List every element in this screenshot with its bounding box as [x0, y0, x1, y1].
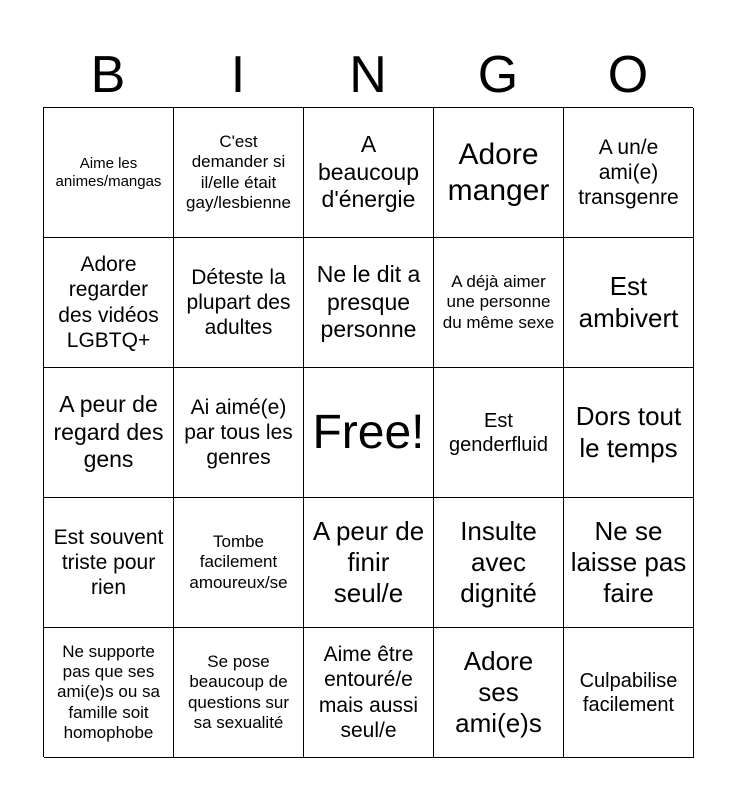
header-letter-o: O [607, 46, 649, 104]
bingo-cell[interactable] [304, 238, 434, 368]
cell-text: Est ambivert [578, 271, 679, 333]
free-cell-text: Free! [312, 405, 425, 459]
cell-text: A beaucoup d'énergie [317, 131, 420, 213]
cell-text: Adore regarder des vidéos LGBTQ+ [58, 253, 159, 352]
bingo-cell[interactable] [434, 368, 564, 498]
cell-text: Est genderfluid [449, 409, 548, 456]
bingo-board [43, 107, 693, 757]
bingo-cell[interactable] [174, 238, 304, 368]
bingo-cell[interactable] [434, 498, 564, 628]
header-letter-b: B [90, 46, 126, 104]
cell-text: Culpabilise facilement [579, 669, 678, 716]
bingo-cell[interactable] [174, 628, 304, 758]
cell-text: A déjà aimer une personne du même sexe [442, 271, 555, 332]
cell-text: Aime être entouré/e mais aussi seul/e [318, 643, 419, 742]
bingo-cell[interactable] [434, 108, 564, 238]
cell-text: Ne le dit a presque personne [316, 261, 421, 343]
bingo-cell[interactable] [174, 108, 304, 238]
bingo-cell[interactable] [564, 498, 694, 628]
bingo-cell[interactable] [44, 108, 174, 238]
header-letter-n: N [349, 46, 387, 104]
bingo-cell[interactable] [44, 238, 174, 368]
cell-text: Insulte avec dignité [460, 515, 537, 609]
cell-text: Ai aimé(e) par tous les genres [184, 395, 293, 470]
bingo-cell[interactable] [434, 238, 564, 368]
cell-text: Est souvent triste pour rien [53, 525, 164, 600]
bingo-cell[interactable] [564, 238, 694, 368]
cell-text: Ne se laisse pas faire [570, 515, 687, 609]
free-cell[interactable] [304, 368, 434, 498]
bingo-cell[interactable] [564, 108, 694, 238]
cell-text: Adore ses ami(e)s [455, 645, 542, 739]
bingo-cell[interactable] [174, 498, 304, 628]
cell-text: Se pose beaucoup de questions sur sa sexualité [187, 651, 290, 732]
cell-text: Adore manger [447, 137, 550, 207]
bingo-cell[interactable] [304, 108, 434, 238]
bingo-cell[interactable] [44, 368, 174, 498]
header-letter-i: I [230, 46, 246, 104]
bingo-cell[interactable] [564, 368, 694, 498]
bingo-cell[interactable] [564, 628, 694, 758]
cell-text: A peur de finir seul/e [312, 515, 425, 609]
cell-text: A peur de regard des gens [53, 391, 164, 473]
cell-text: A un/e ami(e) transgenre [578, 135, 679, 210]
bingo-cell[interactable] [174, 368, 304, 498]
bingo-cell[interactable] [434, 628, 564, 758]
cell-text: Aime les animes/mangas [55, 154, 162, 190]
bingo-header [43, 44, 693, 106]
cell-text: Tombe facilement amoureux/se [189, 531, 288, 592]
header-letter-g: G [477, 46, 519, 104]
bingo-cell[interactable] [304, 498, 434, 628]
cell-text: Dors tout le temps [575, 401, 682, 463]
cell-text: Déteste la plupart des adultes [186, 265, 291, 340]
bingo-cell[interactable] [304, 628, 434, 758]
bingo-cell[interactable] [44, 628, 174, 758]
cell-text: Ne supporte pas que ses ami(e)s ou sa famille soit homophobe [57, 641, 160, 743]
bingo-cell[interactable] [44, 498, 174, 628]
cell-text: C'est demander si il/elle était gay/lesbienne [186, 131, 291, 212]
